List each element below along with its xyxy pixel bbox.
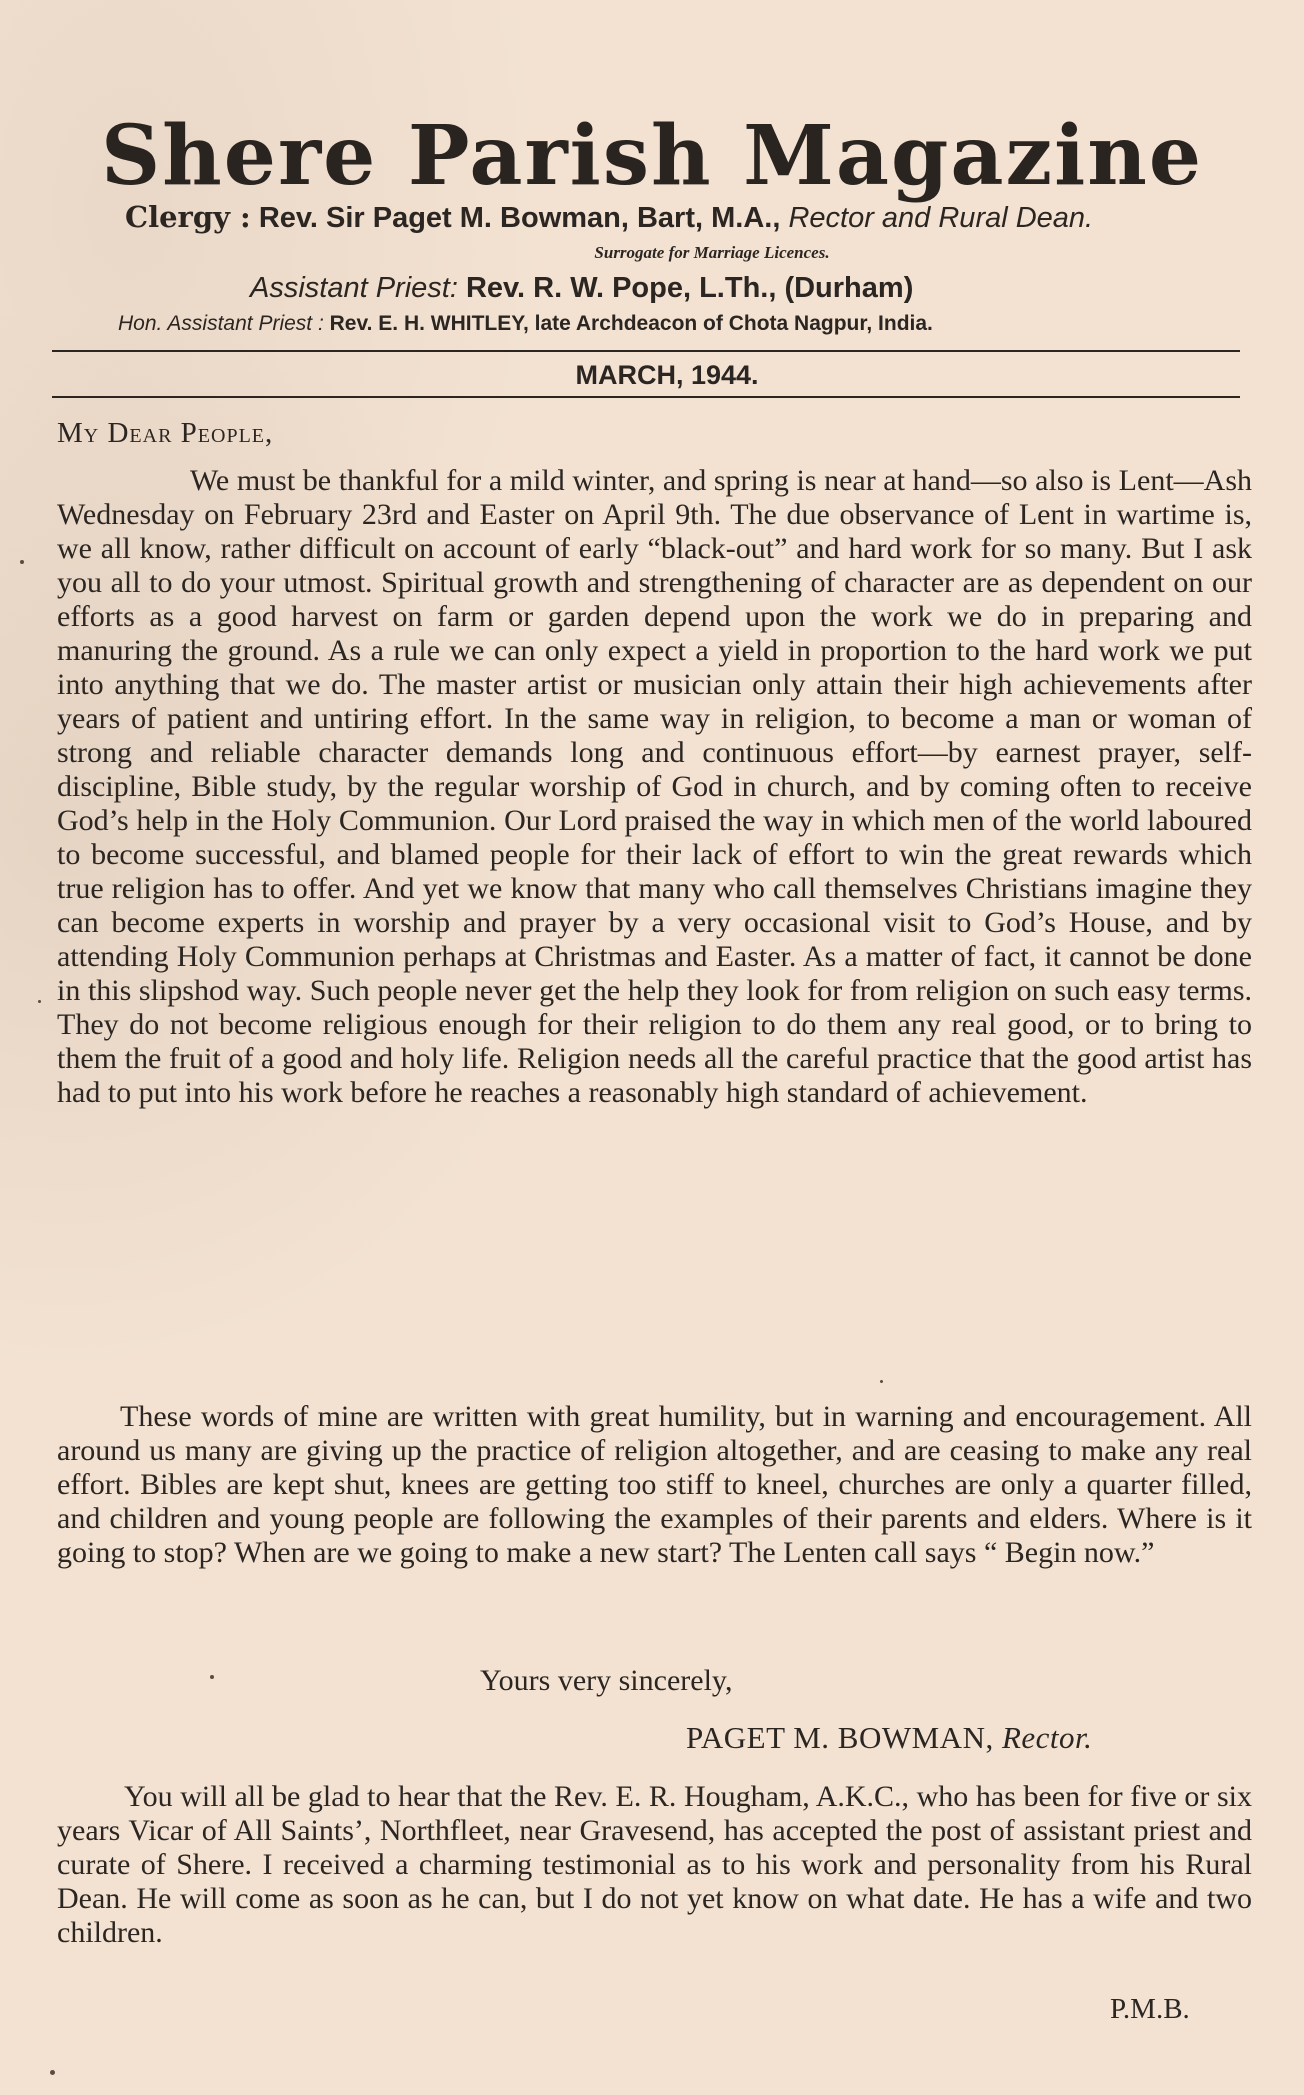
letter-salutation: My Dear People, [57,417,274,449]
hon-assistant-priest-label: Hon. Assistant Priest : [118,312,324,335]
letter-closing: Yours very sincerely, [480,1664,733,1697]
hon-assistant-priest-name: Rev. E. H. WHITLEY, late Archdeacon of Chota Nagpur, India. [329,312,933,335]
clergy-label: Clergy : [125,200,251,234]
assistant-priest-label: Assistant Priest: [250,272,458,304]
paper-speck [880,1380,883,1383]
clergy-role: Rector and Rural Dean. [788,202,1094,234]
paper-speck [20,560,24,564]
hon-assistant-priest-line [118,312,1218,336]
header-rule-top [52,350,1240,352]
letter-paragraph-1: We must be thankful for a mild winter, and spring is near at hand—so also is Lent—Ash Wednesday on February 23rd and Easter on April 9th. The due observance of Lent in wartime is, we all know, rather difficult on account of early “black-out” and hard work for so many. But I ask you all to do your utmost. Spiritual growth and strengthening of character are as dependent on our efforts as a good harvest on farm or garden depend upon the work we do in preparing and manuring the ground. As a rule we can only expect a yield in proportion to the hard work we put into anything that we do. The master artist or musician only attain their high achievements after years of patient and untiring effort. In the same way in religion, to become a man or woman of strong and reliable character demands long and continuous effort—by earnest prayer, self-discipline, Bible study, by the regular worship of God in church, and by coming often to receive God’s help in the Holy Communion. Our Lord praised the way in which men of the world laboured to become successful, and blamed people for their lack of effort to win the great rewards which true religion has to offer. And yet we know that many who call themselves Christians imagine they can become experts in worship and prayer by a very occasional visit to God’s House, and by attending Holy Communion perhaps at Christmas and Easter. As a matter of fact, it cannot be done in this slipshod way. Such people never get the help they look for from religion on such easy terms. They do not become religious enough for their religion to do them any real good, or to bring to them the fruit of a good and holy life. Religion needs all the careful practice that the good artist has had to put into his work before he reaches a reasonably high standard of achievement. [57,464,1252,1109]
letter-paragraph-2: These words of mine are written with great humility, but in warning and encouragement. All around us many are giving up the practice of religion altogether, and are ceasing to make any real effort. Bibles are kept shut, knees are getting too stiff to kneel, churches are only a quarter filled, and children and young people are following the examples of their parents and elders. Where is it going to stop? When are we going to make a new start? The Lenten call says “ Begin now.” [57,1400,1252,1569]
header-rule-bottom [52,396,1240,398]
paper-speck [210,1675,214,1679]
assistant-priest-line [250,272,1250,305]
signature-role: Rector. [1001,1720,1093,1755]
clergy-name: Rev. Sir Paget M. Bowman, Bart, M.A., [258,202,781,234]
signature-name: PAGET M. BOWMAN, [686,1720,994,1755]
surrogate-note: Surrogate for Marriage Licences. [594,243,830,262]
letter-signature [686,1720,1092,1756]
postscript-initials: P.M.B. [1110,1993,1190,2025]
magazine-title: Shere Parish Magazine [100,108,1204,204]
postscript-paragraph: You will all be glad to hear that the Rev. E. R. Hougham, A.K.C., who has been for five or six years Vicar of All Saints’, Northfleet, near Gravesend, has accepted the post of assistant priest and curate of Shere. I received a charming testimonial as to his work and personality from his Rural Dean. He will come as soon as he can, but I do not yet know on what date. He has a wife and two children. [57,1780,1252,1949]
paper-speck [50,2070,55,2075]
issue-date: MARCH, 1944. [575,360,759,390]
paper-speck [38,1000,41,1003]
assistant-priest-name: Rev. R. W. Pope, L.Th., (Durham) [465,272,914,304]
clergy-line [125,200,1225,235]
